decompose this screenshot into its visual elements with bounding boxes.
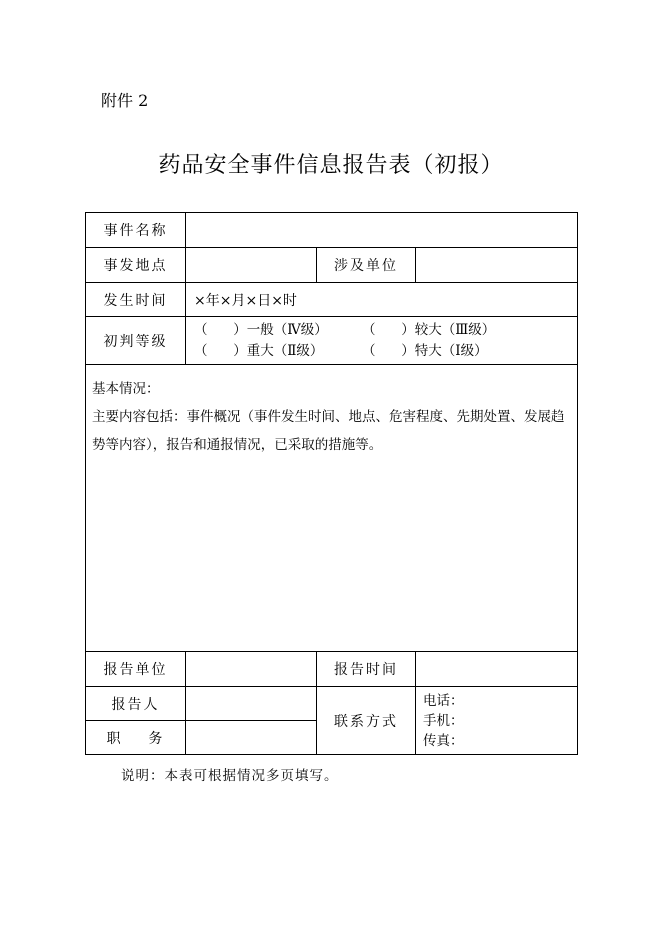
contact-field[interactable]	[416, 687, 578, 755]
fax-label: 传真：	[423, 732, 464, 749]
row-report-unit	[86, 652, 578, 687]
level-option-larger[interactable]: （ ）较大（Ⅲ级）	[362, 321, 496, 338]
phone-label: 电话：	[423, 692, 464, 709]
footer-note: 说明：本表可根据情况多页填写。	[121, 768, 339, 784]
row-level	[86, 317, 578, 365]
level-option-special[interactable]: （ ）特大（Ⅰ级）	[362, 342, 488, 359]
row-event-name	[86, 213, 578, 248]
contact-label: 联系方式	[317, 687, 416, 755]
row-time	[86, 283, 578, 317]
report-unit-label: 报告单位	[86, 652, 186, 687]
level-options	[186, 317, 578, 365]
level-option-general[interactable]: （ ）一般（Ⅳ级）	[194, 321, 328, 338]
report-time-field[interactable]	[416, 652, 578, 687]
event-name-field[interactable]	[186, 213, 578, 248]
position-field[interactable]	[186, 721, 317, 755]
basic-info-area[interactable]	[86, 365, 578, 652]
event-name-label: 事件名称	[86, 213, 186, 248]
time-field[interactable]: ×年×月×日×时	[186, 283, 578, 317]
reporter-label: 报告人	[86, 687, 186, 721]
report-form-table	[85, 212, 578, 755]
page-title: 药品安全事件信息报告表（初报）	[158, 153, 504, 178]
level-option-major[interactable]: （ ）重大（Ⅱ级）	[194, 342, 324, 359]
row-location	[86, 248, 578, 283]
reporter-field[interactable]	[186, 687, 317, 721]
level-label: 初判等级	[86, 317, 186, 365]
row-basic	[86, 365, 578, 652]
report-time-label: 报告时间	[317, 652, 416, 687]
location-field[interactable]	[186, 248, 317, 283]
report-unit-field[interactable]	[186, 652, 317, 687]
location-label: 事发地点	[86, 248, 186, 283]
mobile-label: 手机：	[423, 712, 464, 729]
row-reporter	[86, 687, 578, 721]
time-label: 发生时间	[86, 283, 186, 317]
attachment-label: 附件 2	[101, 91, 149, 110]
basic-info-title: 基本情况：	[92, 381, 160, 397]
unit-field[interactable]	[416, 248, 578, 283]
position-label: 职 务	[86, 721, 186, 755]
unit-label: 涉及单位	[317, 248, 416, 283]
basic-info-text: 主要内容包括：事件概况（事件发生时间、地点、危害程度、先期处置、发展趋势等内容），报告和通报情况，已采取的措施等。	[92, 409, 565, 453]
